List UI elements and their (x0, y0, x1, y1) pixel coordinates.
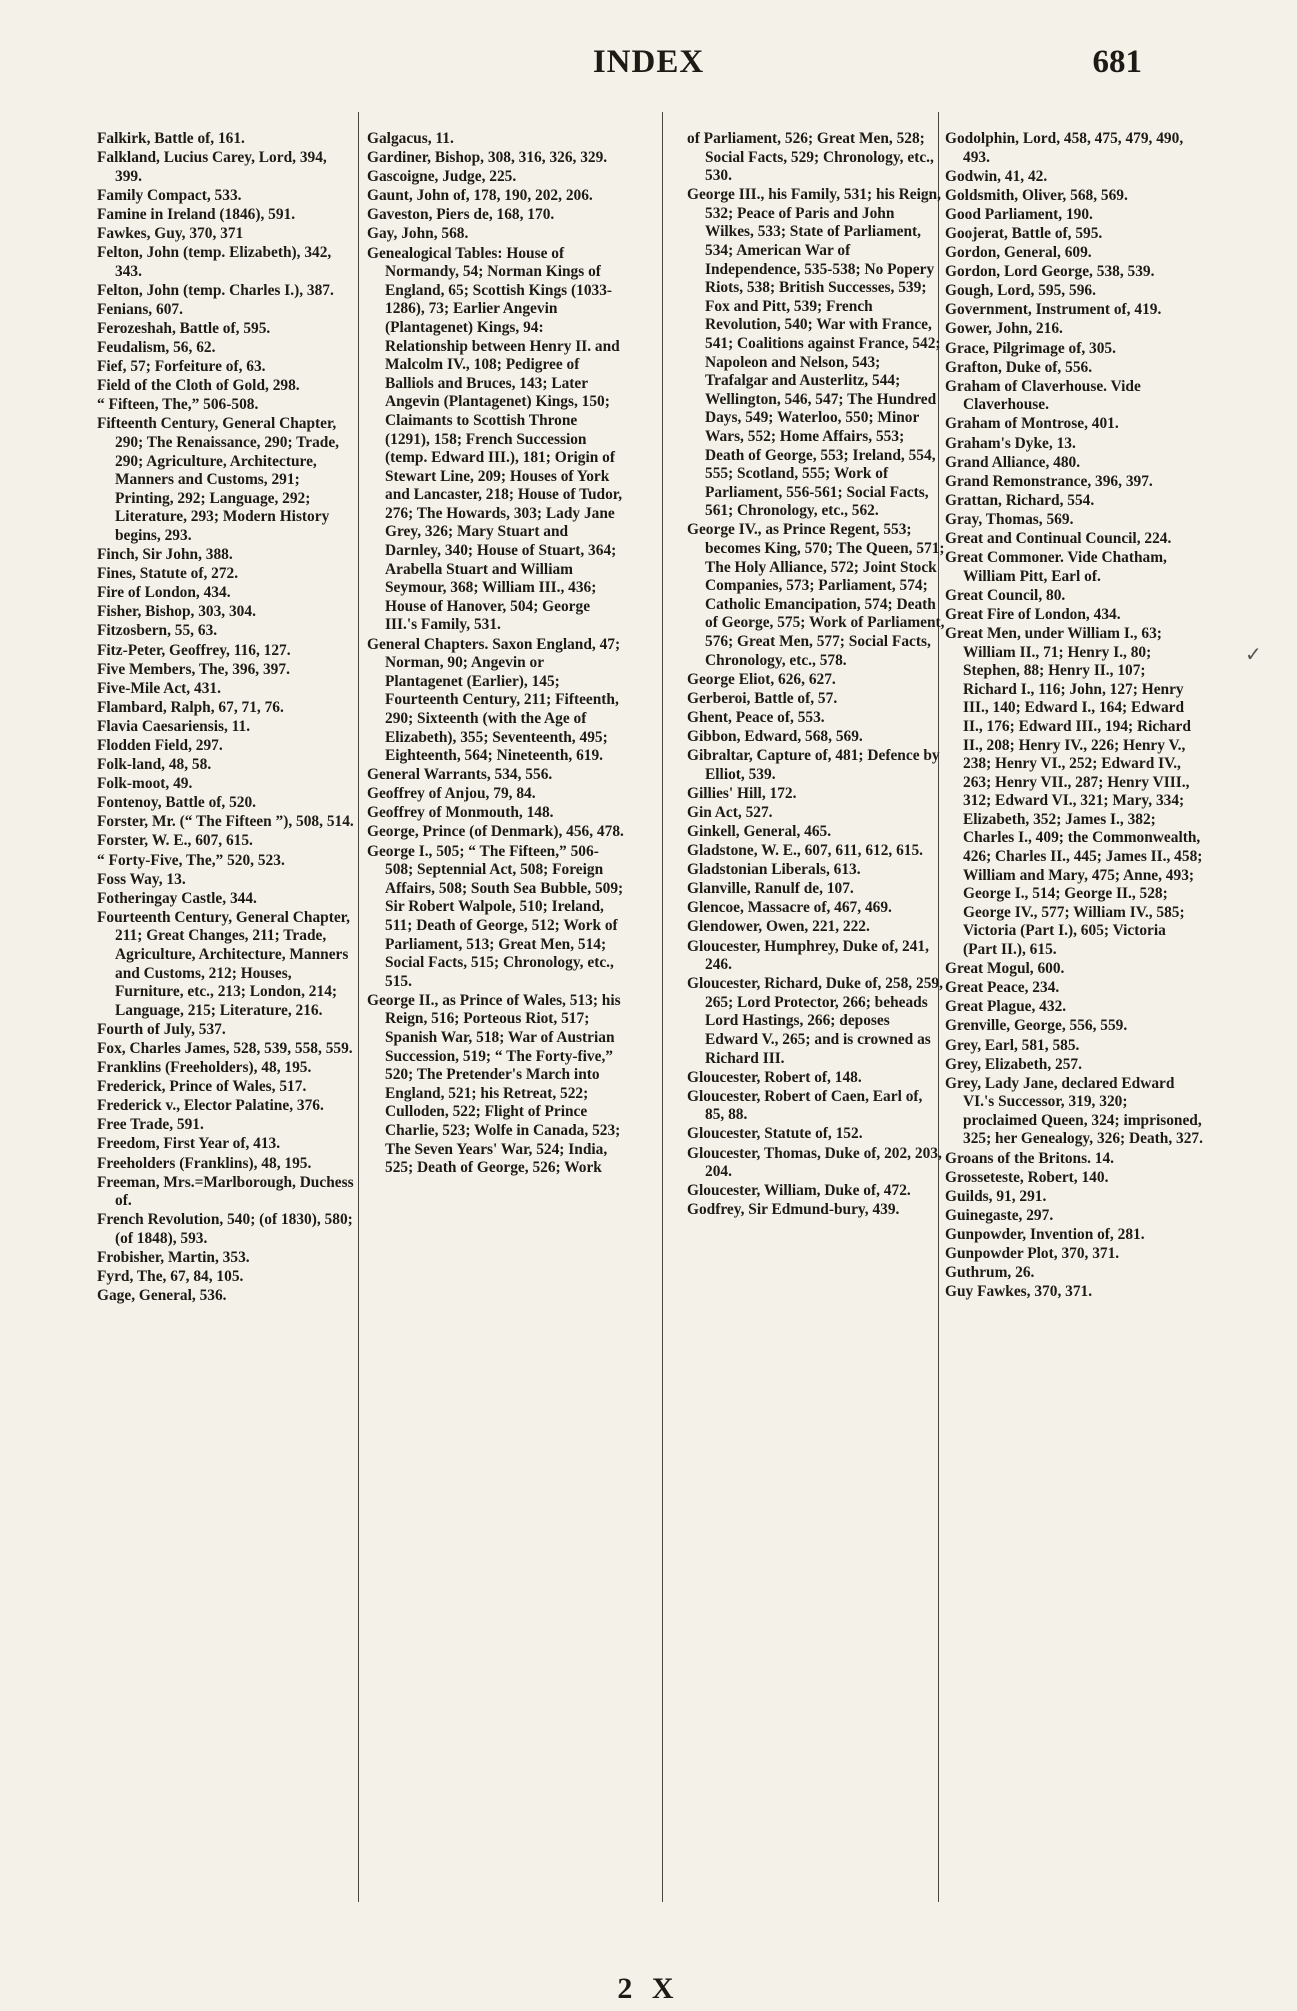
index-entry: Goldsmith, Oliver, 568, 569. (945, 186, 1128, 204)
index-entry: Folk-land, 48, 58. (97, 756, 212, 774)
index-entry: Grey, Elizabeth, 257. (945, 1055, 1082, 1073)
index-entry: Fifteenth Century, General Chapter, 290; The Renaissance, 290; Trade, 290; Agriculture, Architecture, Manners and Customs, 291; Printing, 292; Language, 292; Literature, 293; Modern History begins, 293. (97, 415, 340, 544)
index-entry: Gloucester, William, Duke of, 472. (687, 1182, 911, 1200)
index-entry: Frederick v., Elector Palatine, 376. (97, 1097, 324, 1115)
index-entry: Gardiner, Bishop, 308, 316, 326, 329. (367, 149, 608, 167)
index-entry: Flambard, Ralph, 67, 71, 76. (97, 698, 284, 716)
index-entry: Guthrum, 26. (945, 1264, 1035, 1282)
index-entry: Good Parliament, 190. (945, 205, 1093, 223)
index-entry: Grenville, George, 556, 559. (945, 1017, 1128, 1035)
index-entry: Great Men, under William I., 63; William II., 71; Henry I., 80; Stephen, 88; Henry II., 107; Richard I., 116; John, 127; Henry III., 140; Edward I., 164; Edward II., 176; Edward III., 194; Richard II., 208; Henry IV., 226; Henry V., 238; Henry VI., 252; Edward IV., 263; Henry VII., 287; Henry VIII., 312; Edward VI., 321; Mary, 334; Elizabeth, 352; James I., 382; Charles I., 409; the Commonwealth, 426; Charles II., 445; James II., 458; William and Mary, 475; Anne, 493; George I., 514; George II., 528; George IV., 577; William IV., 585; Victoria (Part I.), 605; Victoria (Part II.), 615. (945, 624, 1203, 959)
index-entry: Great Commoner. Vide Chatham, William Pitt, Earl of. (945, 549, 1167, 585)
index-column-4 (945, 130, 1203, 1302)
index-entry: Freeman, Mrs.=Marlborough, Duchess of. (97, 1173, 354, 1210)
index-entry: Godfrey, Sir Edmund-bury, 439. (687, 1201, 900, 1219)
index-entry: Forster, W. E., 607, 615. (97, 832, 253, 850)
index-entry: Gloucester, Statute of, 152. (687, 1125, 863, 1143)
index-entry: Feudalism, 56, 62. (97, 339, 216, 357)
index-entry: Flavia Caesariensis, 11. (97, 717, 251, 735)
index-entry: Grace, Pilgrimage of, 305. (945, 339, 1116, 357)
index-entry: Gillies' Hill, 172. (687, 784, 797, 802)
page-number: 681 (1092, 44, 1142, 80)
index-entry: Guinegaste, 297. (945, 1206, 1054, 1224)
index-entry: Grey, Earl, 581, 585. (945, 1036, 1080, 1054)
index-entry: Graham's Dyke, 13. (945, 434, 1076, 452)
index-entry: Fourth of July, 537. (97, 1020, 226, 1038)
index-entry: Gordon, General, 609. (945, 244, 1092, 262)
index-column-3 (687, 130, 945, 1220)
index-entry: Five-Mile Act, 431. (97, 679, 221, 697)
index-entry: Gascoigne, Judge, 225. (367, 168, 517, 186)
index-entry: Fisher, Bishop, 303, 304. (97, 603, 256, 621)
index-entry: Frobisher, Martin, 353. (97, 1249, 250, 1267)
index-entry: Great Mogul, 600. (945, 960, 1065, 978)
index-entry: General Warrants, 534, 556. (367, 766, 553, 784)
signature-mark: 2 X (617, 1972, 680, 2005)
index-entry: Fitz-Peter, Geoffrey, 116, 127. (97, 641, 291, 659)
index-entry: Finch, Sir John, 388. (97, 546, 233, 564)
index-entry: Fief, 57; Forfeiture of, 63. (97, 358, 266, 376)
index-entry: Ghent, Peace of, 553. (687, 708, 825, 726)
index-entry: Gray, Thomas, 569. (945, 510, 1074, 528)
index-entry: Godolphin, Lord, 458, 475, 479, 490, 493. (945, 130, 1184, 166)
index-entry: Falkland, Lucius Carey, Lord, 394, 399. (97, 149, 327, 185)
index-entry: Gloucester, Thomas, Duke of, 202, 203, 204. (687, 1144, 942, 1181)
index-entry: Geoffrey of Anjou, 79, 84. (367, 785, 536, 803)
index-entry: Geoffrey of Monmouth, 148. (367, 804, 554, 822)
index-entry: Gloucester, Humphrey, Duke of, 241, 246. (687, 937, 929, 974)
index-entry: Gin Act, 527. (687, 803, 773, 821)
index-entry: Fox, Charles James, 528, 539, 558, 559. (97, 1040, 353, 1057)
index-entry: “ Fifteen, The,” 506-508. (97, 396, 259, 414)
index-entry: Fawkes, Guy, 370, 371 (97, 224, 244, 242)
index-entry: Fotheringay Castle, 344. (97, 889, 257, 907)
index-entry: Frederick, Prince of Wales, 517. (97, 1078, 307, 1096)
column-divider (662, 112, 663, 1902)
index-entry: Felton, John (temp. Charles I.), 387. (97, 281, 334, 299)
index-entry: Grattan, Richard, 554. (945, 491, 1095, 509)
index-entry: Grafton, Duke of, 556. (945, 358, 1093, 376)
index-entry: Glendower, Owen, 221, 222. (687, 918, 870, 936)
index-entry: Grey, Lady Jane, declared Edward VI.'s Successor, 319, 320; proclaimed Queen, 324; imprisoned, 325; her Genealogy, 326; Death, 327. (945, 1074, 1203, 1148)
index-entry: Ferozeshah, Battle of, 595. (97, 319, 271, 337)
index-entry: Gunpowder Plot, 370, 371. (945, 1245, 1120, 1263)
index-entry: Gibraltar, Capture of, 481; Defence by Elliot, 539. (687, 747, 940, 783)
index-entry: Grand Remonstrance, 396, 397. (945, 472, 1153, 490)
index-entry: Gloucester, Robert of, 148. (687, 1068, 862, 1086)
index-entry: French Revolution, 540; (of 1830), 580; (of 1848), 593. (97, 1211, 353, 1247)
index-entry: Graham of Claverhouse. Vide Claverhouse. (945, 377, 1141, 414)
margin-check-mark: ✓ (1245, 644, 1262, 666)
index-entry: Gladstonian Liberals, 613. (687, 861, 861, 879)
index-entry: Great Fire of London, 434. (945, 605, 1121, 623)
index-entry: Forster, Mr. (“ The Fifteen ”), 508, 514. (97, 813, 354, 831)
index-column-1 (97, 130, 355, 1306)
index-entry: Glanville, Ranulf de, 107. (687, 880, 854, 898)
index-entry: Fontenoy, Battle of, 520. (97, 794, 257, 812)
index-entry: Great Plague, 432. (945, 998, 1067, 1016)
page-title: INDEX (592, 44, 705, 80)
index-entry: Famine in Ireland (1846), 591. (97, 205, 296, 223)
index-entry: Fitzosbern, 55, 63. (97, 622, 218, 640)
index-entry: Folk-moot, 49. (97, 775, 193, 793)
index-entry: George Eliot, 626, 627. (687, 670, 836, 688)
index-entry: Gage, General, 536. (97, 1287, 227, 1305)
index-entry: Fines, Statute of, 272. (97, 565, 239, 583)
index-entry: Grand Alliance, 480. (945, 453, 1081, 471)
index-entry: Gibbon, Edward, 568, 569. (687, 728, 863, 745)
index-entry: Groans of the Britons. 14. (945, 1149, 1115, 1167)
index-column-2 (367, 130, 625, 1178)
index-entry: Gloucester, Richard, Duke of, 258, 259, 265; Lord Protector, 266; beheads Lord Hastings, 266; deposes Edward V., 265; and is crowned as Richard III. (687, 975, 943, 1067)
index-entry: Graham of Montrose, 401. (945, 415, 1119, 433)
index-entry: Genealogical Tables: House of Normandy, 54; Norman Kings of England, 65; Scottish Kings (1033-1286), 73; Earlier Angevin (Plantagenet) Kings, 94: Relationship between Henry II. and Malcolm IV., 108; Pedigree of Balliols and Bruces, 143; Later Angevin (Plantagenet) Kings, 150; Claimants to Scottish Throne (1291), 158; French Succession (temp. Edward III.), 181; Origin of Stewart Line, 209; Houses of York and Lancaster, 218; House of Tudor, 276; The Howards, 303; Lady Jane Grey, 326; Mary Stuart and Darnley, 340; House of Stuart, 364; Arabella Stuart and William Seymour, 368; William III., 436; House of Hanover, 504; George III.'s Family, 531. (367, 244, 623, 634)
index-entry: Falkirk, Battle of, 161. (97, 130, 245, 147)
index-entry: Gloucester, Robert of Caen, Earl of, 85, 88. (687, 1087, 923, 1124)
index-entry: Foss Way, 13. (97, 870, 186, 888)
index-entry: Freedom, First Year of, 413. (97, 1135, 281, 1153)
index-entry: Glencoe, Massacre of, 467, 469. (687, 899, 892, 917)
index-entry: Gordon, Lord George, 538, 539. (945, 263, 1155, 281)
index-entry: “ Forty-Five, The,” 520, 523. (97, 851, 285, 869)
index-entry: Galgacus, 11. (367, 130, 454, 147)
index-entry: Franklins (Freeholders), 48, 195. (97, 1059, 312, 1077)
index-entry: Godwin, 41, 42. (945, 167, 1048, 185)
index-entry: of Parliament, 526; Great Men, 528; Social Facts, 529; Chronology, etc., 530. (687, 130, 934, 185)
index-entry: Great Peace, 234. (945, 979, 1060, 997)
index-entry: Free Trade, 591. (97, 1116, 204, 1134)
index-entry: Great and Continual Council, 224. (945, 529, 1172, 547)
index-entry: Government, Instrument of, 419. (945, 301, 1162, 319)
index-entry: George IV., as Prince Regent, 553; becomes King, 570; The Queen, 571; The Holy Alliance, 572; Joint Stock Companies, 573; Parliament, 574; Catholic Emancipation, 574; Death of George, 575; Work of Parliament, 576; Great Men, 577; Social Facts, Chronology, etc., 578. (687, 521, 945, 669)
index-entry: Guilds, 91, 291. (945, 1187, 1047, 1205)
index-entry: Gunpowder, Invention of, 281. (945, 1225, 1145, 1243)
index-entry: Gladstone, W. E., 607, 611, 612, 615. (687, 842, 924, 860)
index-entry: Freeholders (Franklins), 48, 195. (97, 1154, 312, 1172)
index-entry: Fourteenth Century, General Chapter, 211; Great Changes, 211; Trade, Agriculture, Architecture, Manners and Customs, 212; Houses, Furniture, etc., 213; London, 214; Language, 215; Literature, 216. (97, 908, 350, 1019)
index-entry: Gaunt, John of, 178, 190, 202, 206. (367, 187, 593, 205)
index-entry: George I., 505; “ The Fifteen,” 506-508; Septennial Act, 508; Foreign Affairs, 508; South Sea Bubble, 509; Sir Robert Walpole, 510; Ireland, 511; Death of George, 512; Work of Parliament, 513; Great Men, 514; Social Facts, 515; Chronology, etc., 515. (367, 842, 624, 990)
index-entry: Gaveston, Piers de, 168, 170. (367, 206, 555, 224)
index-entry: Fire of London, 434. (97, 584, 231, 602)
index-entry: Fenians, 607. (97, 300, 183, 318)
index-entry: Gough, Lord, 595, 596. (945, 282, 1096, 300)
index-entry: Gower, John, 216. (945, 320, 1063, 338)
page-header (0, 44, 1297, 94)
index-entry: Goojerat, Battle of, 595. (945, 224, 1103, 242)
index-entry: Gerberoi, Battle of, 57. (687, 689, 838, 707)
index-entry: Flodden Field, 297. (97, 737, 223, 754)
index-entry: General Chapters. Saxon England, 47; Norman, 90; Angevin or Plantagenet (Earlier), 145; Fourteenth Century, 211; Fifteenth, 290; Sixteenth (with the Age of Elizabeth), 355; Seventeenth, 495; Eighteenth, 564; Nineteenth, 619. (367, 635, 621, 765)
index-entry: George II., as Prince of Wales, 513; his Reign, 516; Porteous Riot, 517; Spanish War, 518; War of Austrian Succession, 519; “ The Forty-five,” 520; The Pretender's March into England, 521; his Retreat, 522; Culloden, 522; Flight of Prince Charlie, 523; Wolfe in Canada, 523; The Seven Years' War, 524; India, 525; Death of George, 526; Work (367, 991, 621, 1177)
index-entry: Ginkell, General, 465. (687, 822, 832, 840)
column-divider (358, 112, 359, 1902)
index-entry: George, Prince (of Denmark), 456, 478. (367, 823, 624, 841)
index-entry: Fyrd, The, 67, 84, 105. (97, 1268, 244, 1286)
index-entry: Field of the Cloth of Gold, 298. (97, 377, 300, 395)
index-entry: Gay, John, 568. (367, 225, 469, 243)
index-entry: Great Council, 80. (945, 586, 1066, 604)
index-entry: Felton, John (temp. Elizabeth), 342, 343. (97, 244, 332, 280)
index-entry: Guy Fawkes, 370, 371. (945, 1283, 1093, 1301)
index-entry: George III., his Family, 531; his Reign, 532; Peace of Paris and John Wilkes, 533; State of Parliament, 534; American War of Independence, 535-538; No Popery Riots, 538; British Successes, 539; Fox and Pitt, 539; French Revolution, 540; War with France, 541; Coalitions against France, 542; Napoleon and Nelson, 543; Trafalgar and Austerlitz, 544; Wellington, 546, 547; The Hundred Days, 549; Waterloo, 550; Minor Wars, 552; Home Affairs, 553; Death of George, 553; Ireland, 554, 555; Scotland, 555; Work of Parliament, 556-561; Social Facts, 561; Chronology, etc., 562. (687, 186, 941, 520)
index-entry: Grosseteste, Robert, 140. (945, 1168, 1109, 1186)
index-entry: Five Members, The, 396, 397. (97, 660, 290, 678)
index-entry: Family Compact, 533. (97, 186, 242, 204)
